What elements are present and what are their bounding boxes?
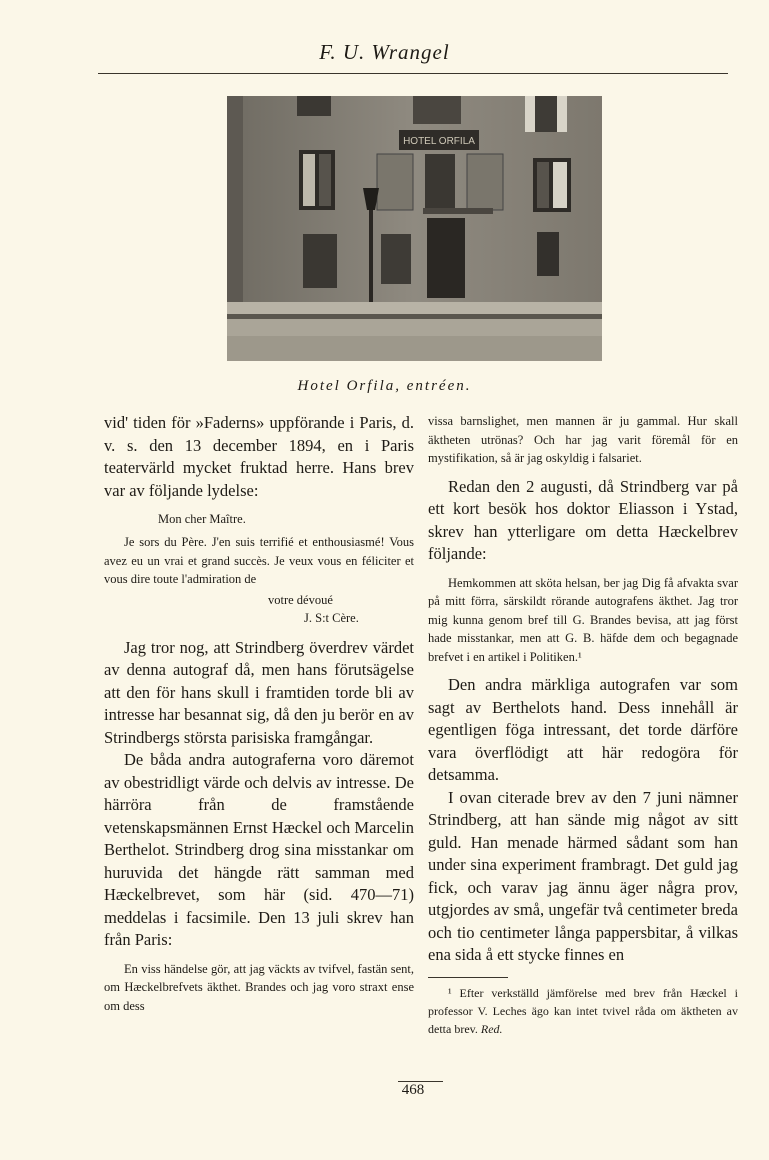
footnote-signature: Red.: [480, 1021, 503, 1036]
left-paragraph-3: De båda andra autograferna voro däremot av obestridligt värde och delvis av intresse. De härröra från de framstående vetenskapsmännen Ernst Hæckel och Marcelin Berthelot. Strindberg drog sina misstankar om huruvida det hängde rätt samman med Hæckelbrevet, som här (sid. 470—71) meddelas i facsimile. Den 13 juli skrev han från Paris:: [104, 750, 414, 949]
photo-caption: Hotel Orfila, entréen.: [297, 378, 472, 394]
right-quote-2: Hemkommen att sköta helsan, ber jag Dig få afvakta svar på mitt förra, särskildt rörande autografens äkthet. Jag tror mig kunna genom bref till G. Brandes bevisa, att jag först hade misstankar, men att G. B. häfde dem och begagnade brefvet i en artikel i Politiken.¹: [428, 575, 738, 664]
footnote: [428, 984, 738, 1038]
footnote-text: ¹ Efter verkställd jämförelse med brev från Hæckel i professor V. Leches ägo kan intet tvivel råda om äktheten av detta brev.: [428, 985, 738, 1036]
page-number: 468: [401, 1082, 425, 1098]
right-paragraph-3: I ovan citerade brev av den 7 juni nämner Strindberg, att han sände mig något av sitt guld. Han menade härmed sådant som han under sina experiment frambragt. Det guld jag fick, och varav jag ännu äger några prov, utgjordes av små, ungefär två centimeter breda och tio centimeter långa pappersbitar, å vilkas ena sida å ett stycke finnes en: [428, 787, 738, 964]
left-paragraph-1: vid' tiden för »Faderns» uppförande i Paris, d. v. s. den 13 december 1894, en i Paris teatervärld mycket fruktad herre. Hans brev var av följande lydelse:: [104, 413, 414, 500]
right-paragraph-2: Den andra märkliga autografen var som sagt av Berthelots hand. Dess innehåll är egentligen föga intressant, det torde därföre vara överflödigt att här redogöra för detsamma.: [428, 675, 738, 784]
right-column: [428, 412, 738, 1038]
header-rule: [98, 73, 728, 74]
running-head: F. U. Wrangel: [319, 40, 450, 64]
letter-body: Je sors du Père. J'en suis terrifié et enthousiasmé! Vous avez eu un vrai et grand succès. Je veux vous en féliciter et vous dire toute l'admiration de: [104, 535, 414, 586]
left-column: [104, 412, 414, 1015]
right-paragraph-1: Redan den 2 augusti, då Strindberg var på ett kort besök hos doktor Eliasson i Ystad, skrev han ytterligare om detta Hæckelbrev följande:: [428, 476, 738, 563]
left-quote: En viss händelse gör, att jag väckts av tvifvel, fastän sent, om Hæckelbrefvets äkthet. Brandes och jag voro straxt ense om dess: [104, 961, 414, 1013]
footnote-rule: [428, 977, 508, 978]
right-quote-continued: vissa barnslighet, men mannen är ju gammal. Hur skall äktheten utrönas? Och har jag varit föremål för en mystifikation, så är jag oskyldig i falsariet.: [428, 414, 738, 465]
letter-signature: J. S:t Cère.: [304, 610, 359, 625]
letter-closing: votre dévoué: [268, 592, 333, 607]
left-paragraph-2: Jag tror nog, att Strindberg överdrev värdet av denna autograf då, men hans förutsägelse att den för hans skull i framtiden torde bli av intresse har besannat sig, då den ju berör en av Strindbergs största parisiska framgångar.: [104, 637, 414, 747]
hotel-orfila-photo: [227, 96, 602, 361]
hotel-sign-text: HOTEL ORFILA: [403, 136, 475, 147]
letter-salutation: Mon cher Maître.: [158, 512, 246, 526]
